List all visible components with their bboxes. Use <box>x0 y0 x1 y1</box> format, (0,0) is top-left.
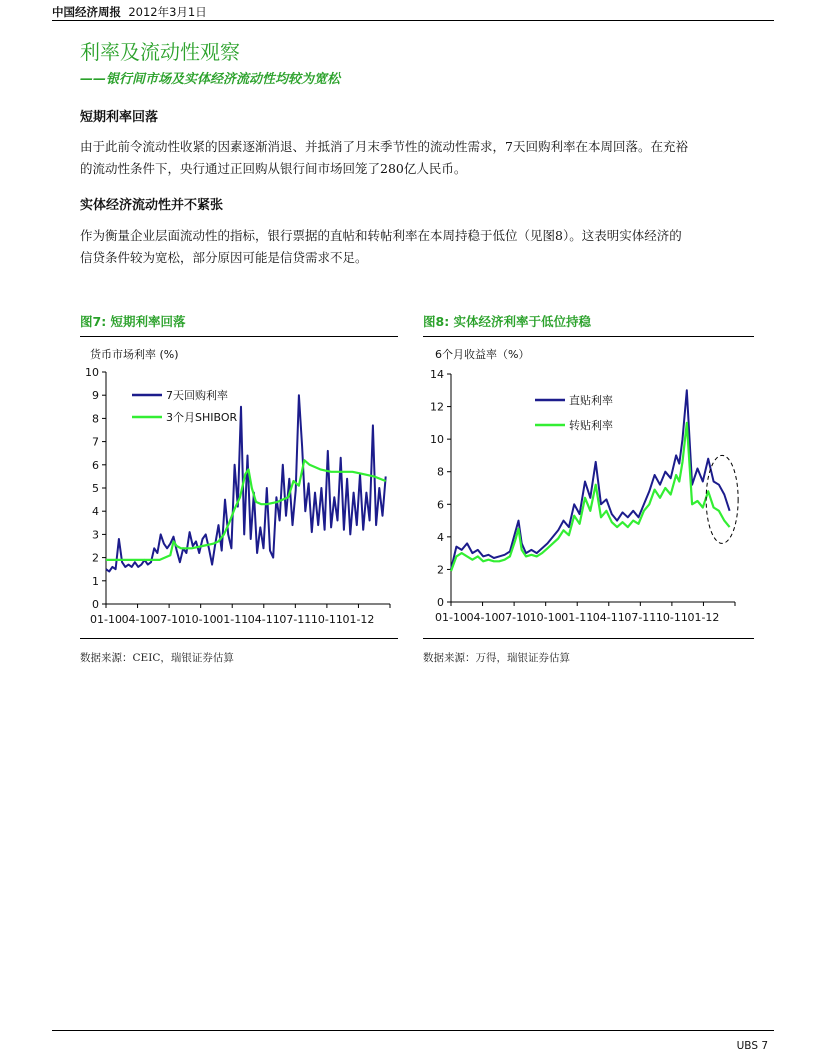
x-tick-label: 01-10 <box>435 611 467 624</box>
y-tick-label: 8 <box>92 412 99 426</box>
page-number: UBS 7 <box>736 1040 768 1052</box>
y-tick-label: 4 <box>437 530 444 544</box>
y-tick-label: 6 <box>92 458 99 472</box>
figure7-title: 图7: 短期利率回落 <box>80 314 186 329</box>
paragraph-line: 由于此前令流动性收紧的因素逐渐消退、并抵消了月末季节性的流动性需求，7天回购利率在本周回落。在充裕 <box>80 139 688 154</box>
paragraph-line: 的流动性条件下，央行通过正回购从银行间市场回笼了280亿人民币。 <box>80 161 467 176</box>
figure7-chart <box>80 340 400 636</box>
y-tick-label: 9 <box>92 389 99 403</box>
figure8-title: 图8: 实体经济利率于低位持稳 <box>423 314 592 329</box>
y-tick-label: 2 <box>437 563 444 577</box>
y-axis-label: 6个月收益率（%） <box>435 348 530 361</box>
x-tick-label: 04-11 <box>247 613 280 626</box>
figure8-source: 数据来源：万得，瑞银证券估算 <box>423 652 570 664</box>
y-tick-label: 8 <box>437 465 444 479</box>
x-tick-label: 04-11 <box>592 611 625 624</box>
y-tick-label: 14 <box>430 368 444 381</box>
legend-label: 转贴利率 <box>569 419 613 432</box>
x-tick-label: 04-10 <box>466 611 499 624</box>
x-tick-label: 01-12 <box>342 613 375 626</box>
figure8-bottom-rule <box>423 638 754 639</box>
x-tick-label: 10-11 <box>655 611 688 624</box>
x-tick-label: 04-10 <box>121 613 154 626</box>
y-tick-label: 1 <box>92 574 99 588</box>
y-tick-label: 12 <box>430 400 444 414</box>
heading-real-economy: 实体经济流动性并不紧张 <box>80 198 224 213</box>
figure8-top-rule <box>423 336 754 337</box>
heading-short-rates: 短期利率回落 <box>80 110 159 125</box>
x-tick-label: 10-10 <box>184 613 217 626</box>
x-tick-label: 01-11 <box>216 613 249 626</box>
figure7-source: 数据来源：CEIC，瑞银证券估算 <box>80 652 234 664</box>
x-tick-label: 01-11 <box>561 611 594 624</box>
y-tick-label: 0 <box>437 596 444 609</box>
y-tick-label: 10 <box>85 366 99 379</box>
x-tick-label: 10-10 <box>529 611 562 624</box>
legend-label: 3个月SHIBOR <box>166 411 238 424</box>
y-tick-label: 2 <box>92 551 99 565</box>
y-axis-label: 货币市场利率 (%) <box>90 348 179 361</box>
x-tick-label: 10-11 <box>310 613 343 626</box>
y-tick-label: 10 <box>430 433 444 447</box>
figure7-top-rule <box>80 336 398 337</box>
y-tick-label: 6 <box>437 498 444 512</box>
publication-name: 中国经济周报 <box>52 5 121 19</box>
y-tick-label: 0 <box>92 598 99 611</box>
paragraph-line: 信贷条件较为宽松，部分原因可能是信贷需求不足。 <box>80 250 368 265</box>
x-tick-label: 07-11 <box>624 611 657 624</box>
page-header <box>52 4 207 20</box>
x-tick-label: 07-10 <box>498 611 531 624</box>
series-line-1 <box>106 395 386 571</box>
footer-rule <box>52 1030 774 1031</box>
x-tick-label: 07-10 <box>153 613 186 626</box>
paragraph-line: 作为衡量企业层面流动性的指标，银行票据的直帖和转帖利率在本周持稳于低位（见图8）。这表明实体经济的 <box>80 228 682 243</box>
section-subtitle: ——银行间市场及实体经济流动性均较为宽松 <box>80 72 341 87</box>
x-tick-label: 07-11 <box>279 613 312 626</box>
legend-label: 7天回购利率 <box>166 389 228 402</box>
series-line-1 <box>451 390 730 569</box>
y-tick-label: 3 <box>92 528 99 542</box>
y-tick-label: 4 <box>92 505 99 519</box>
y-tick-label: 7 <box>92 435 99 449</box>
x-tick-label: 01-12 <box>687 611 720 624</box>
figure8-chart <box>423 340 755 636</box>
paragraph-short-rates <box>80 136 756 180</box>
figure7-bottom-rule <box>80 638 398 639</box>
header-rule <box>52 20 774 21</box>
y-tick-label: 5 <box>92 482 99 495</box>
x-tick-label: 01-10 <box>90 613 122 626</box>
paragraph-real-economy <box>80 225 756 269</box>
legend-label: 直贴利率 <box>569 394 613 407</box>
publication-date: 2012年3月1日 <box>128 5 207 19</box>
section-title: 利率及流动性观察 <box>80 40 240 64</box>
